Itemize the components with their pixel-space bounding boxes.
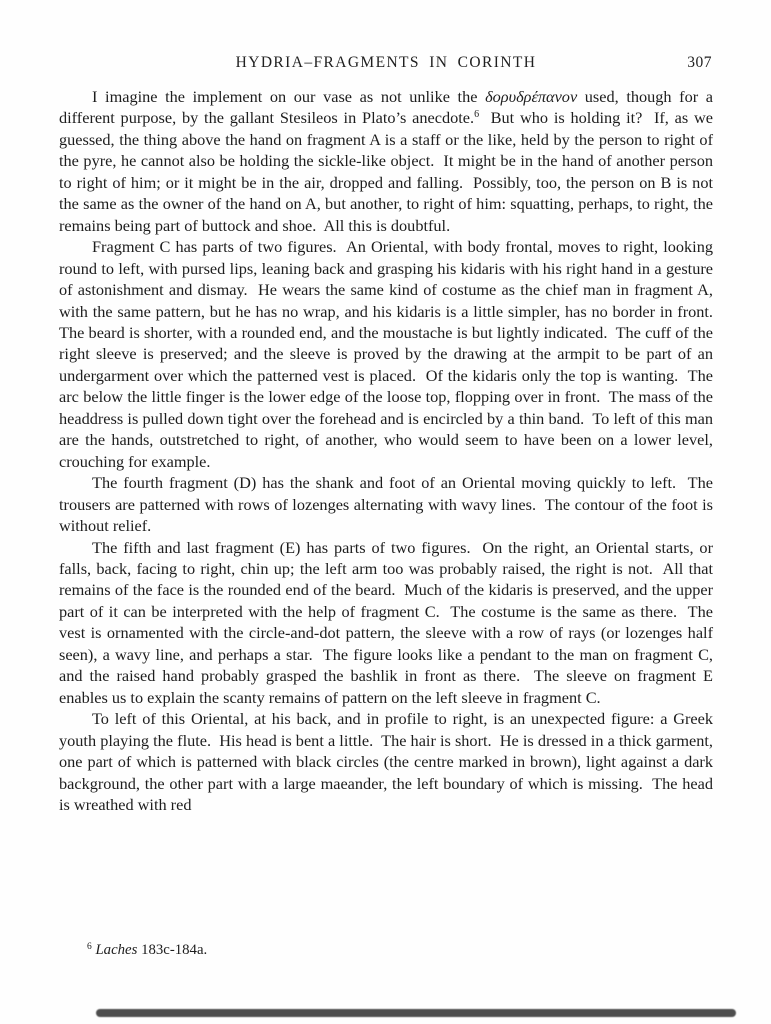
article-body <box>59 86 722 815</box>
footnote-reference-6: 6 <box>474 109 480 121</box>
paragraph-2: Fragment C has parts of two figures. An Oriental, with body frontal, moves to right, looking round to left, with pursed lips, leaning back and grasping his kidaris with his right hand in a gesture of astonishment and dismay. He wears the same kind of costume as the chief man in fragment A, with the same pattern, but he has no wrap, and his kidaris is a little simpler, has no border in front. The beard is shorter, with a rounded end, and the moustache is but lightly indicated. The cuff of the right sleeve is preserved; and the sleeve is proved by the drawing at the armpit to be part of an undergarment over which the patterned vest is placed. Of the kidaris only the top is wanting. The arc below the little finger is the lower edge of the loose top, flopping over in front. The mass of the headdress is pulled down tight over the forehead and is encircled by a thin band. To left of this man are the hands, outstretched to right, of another, who would seem to have been on a lower level, crouching for example. <box>59 237 722 471</box>
paragraph-1-text-rest: But who is holding it? If, as we guessed, the thing above the hand on fragment A is a staff or the like, held by the person to right of the pyre, he cannot also be holding the sickle-like object. It might be in the hand of another person to right of him; or it might be in the air, dropped and falling. Possibly, too, the person on B is not the same as the owner of the hand on A, but another, to right of him: squatting, perhaps, to right, the remains being part of buttock and shoe. All this is doubtful. <box>59 108 718 235</box>
footnote-work-title: Laches <box>95 942 138 958</box>
footnote-marker: 6 <box>87 942 92 952</box>
greek-term: δορυδρέπανον <box>485 87 578 106</box>
footnote <box>59 941 713 960</box>
paragraph-3: The fourth fragment (D) has the shank and foot of an Oriental moving quickly to left. The trousers are patterned with rows of lozenges alternating with wavy lines. The contour of the foot is without relief. <box>59 473 718 536</box>
paragraph-5: To left of this Oriental, at his back, and in profile to right, is an unexpected figure: a Greek youth playing the flute. His head is bent a little. The hair is short. He is dressed in a thick garment, one part of which is patterned with black circles (the centre marked in brown), light against a dark background, the other part with a large maeander, the left boundary of which is missing. The head is wreathed with red <box>59 709 718 814</box>
footnote-citation: 183c-184a. <box>137 942 208 958</box>
scan-artifact-bar <box>96 1009 736 1017</box>
paragraph-1 <box>59 86 718 236</box>
paragraph-1-text-before-greek: I imagine the implement on our vase as not unlike the <box>92 87 486 106</box>
page-title: HYDRIA–FRAGMENTS IN CORINTH <box>235 54 537 71</box>
running-header <box>59 54 713 74</box>
page-number: 307 <box>687 54 712 71</box>
paragraph-4: The fifth and last fragment (E) has parts of two figures. On the right, an Oriental starts, or falls, back, facing to right, chin up; the left arm too was probably raised, the right is not. All that remains of the face is the rounded end of the beard. Much of the kidaris is preserved, and the upper part of it can be interpreted with the help of fragment C. The costume is the same as there. The vest is ornamented with the circle-and-dot pattern, the sleeve with a row of rays (or lozenges half seen), a wavy line, and perhaps a star. The figure looks like a pendant to the man on fragment C, and the raised hand probably grasped the bashlik in front as there. The sleeve on fragment E enables us to explain the scanty remains of pattern on the left sleeve in fragment C. <box>59 537 718 707</box>
paragraph-1-text-after-greek: used, though for a different purpose, by the gallant Stesileos in Plato’s anecdote. <box>59 87 718 128</box>
